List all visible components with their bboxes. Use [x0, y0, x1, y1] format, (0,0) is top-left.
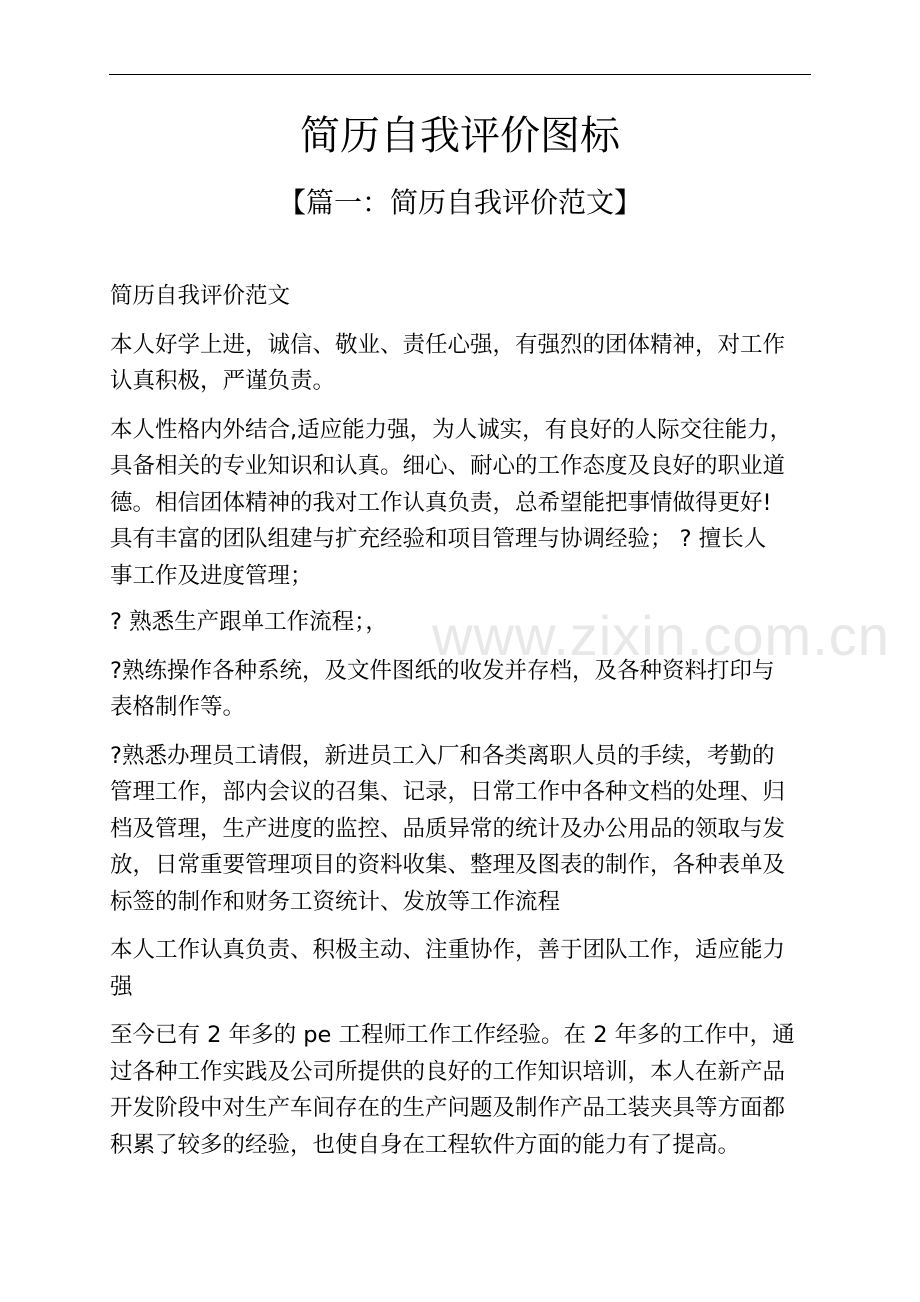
line: 积累了较多的经验，也使自身在工程软件方面的能力有了提高。 — [110, 1131, 741, 1158]
document-title: 简历自我评价图标 — [300, 113, 620, 159]
line: 具有丰富的团队组建与扩充经验和项目管理与协调经验； ? 擅长人 — [110, 526, 767, 552]
paragraph — [110, 653, 816, 726]
watermark: www.zixin.com.cn — [432, 604, 890, 667]
line: 认真积极，严谨负责。 — [110, 368, 336, 394]
line: 强 — [110, 973, 133, 1000]
paragraph — [110, 1017, 816, 1163]
document-body — [110, 278, 816, 1175]
line: 德。相信团体精神的我对工作认真负责，总希望能把事情做得更好! — [110, 489, 772, 516]
line: 标签的制作和财务工资统计、发放等工作流程 — [110, 888, 561, 915]
line: 表格制作等。 — [110, 694, 246, 720]
document-subtitle: 【篇一：简历自我评价范文】 — [277, 186, 642, 219]
line: 档及管理，生产进度的监控、品质异常的统计及办公用品的领取与发 — [110, 815, 786, 842]
line: 管理工作，部内会议的召集、记录，日常工作中各种文档的处理、归 — [110, 779, 786, 805]
paragraph-heading — [110, 278, 816, 315]
line: 本人性格内外结合,适应能力强，为人诚实，有良好的人际交往能力， — [110, 416, 793, 443]
line: ?熟练操作各种系统，及文件图纸的收发并存档，及各种资料打印与 — [110, 657, 775, 684]
paragraph — [110, 327, 816, 400]
line: 放，日常重要管理项目的资料收集、整理及图表的制作，各种表单及 — [110, 852, 786, 878]
paragraph — [110, 604, 816, 641]
paragraph — [110, 412, 816, 595]
line: 事工作及进度管理； — [110, 562, 313, 589]
line: 本人工作认真负责、积极主动、注重协作，善于团队工作，适应能力 — [110, 937, 786, 963]
line: ?熟悉办理员工请假，新进员工入厂和各类离职人员的手续，考勤的 — [110, 742, 775, 769]
header-rule — [109, 74, 811, 75]
paragraph — [110, 932, 816, 1005]
line: 开发阶段中对生产车间存在的生产问题及制作产品工装夹具等方面都 — [110, 1095, 786, 1121]
line: 简历自我评价范文 — [110, 283, 291, 309]
line: 过各种工作实践及公司所提供的良好的工作知识培训，本人在新产品 — [110, 1058, 786, 1085]
paragraph — [110, 738, 816, 921]
line: 具备相关的专业知识和认真。细心、耐心的工作态度及良好的职业道 — [110, 453, 786, 479]
line: 本人好学上进，诚信、敬业、责任心强，有强烈的团体精神，对工作 — [110, 331, 786, 358]
line: ? 熟悉生产跟单工作流程；， — [110, 609, 388, 635]
line: 至今已有 2 年多的 pe 工程师工作工作经验。在 2 年多的工作中，通 — [110, 1022, 795, 1048]
